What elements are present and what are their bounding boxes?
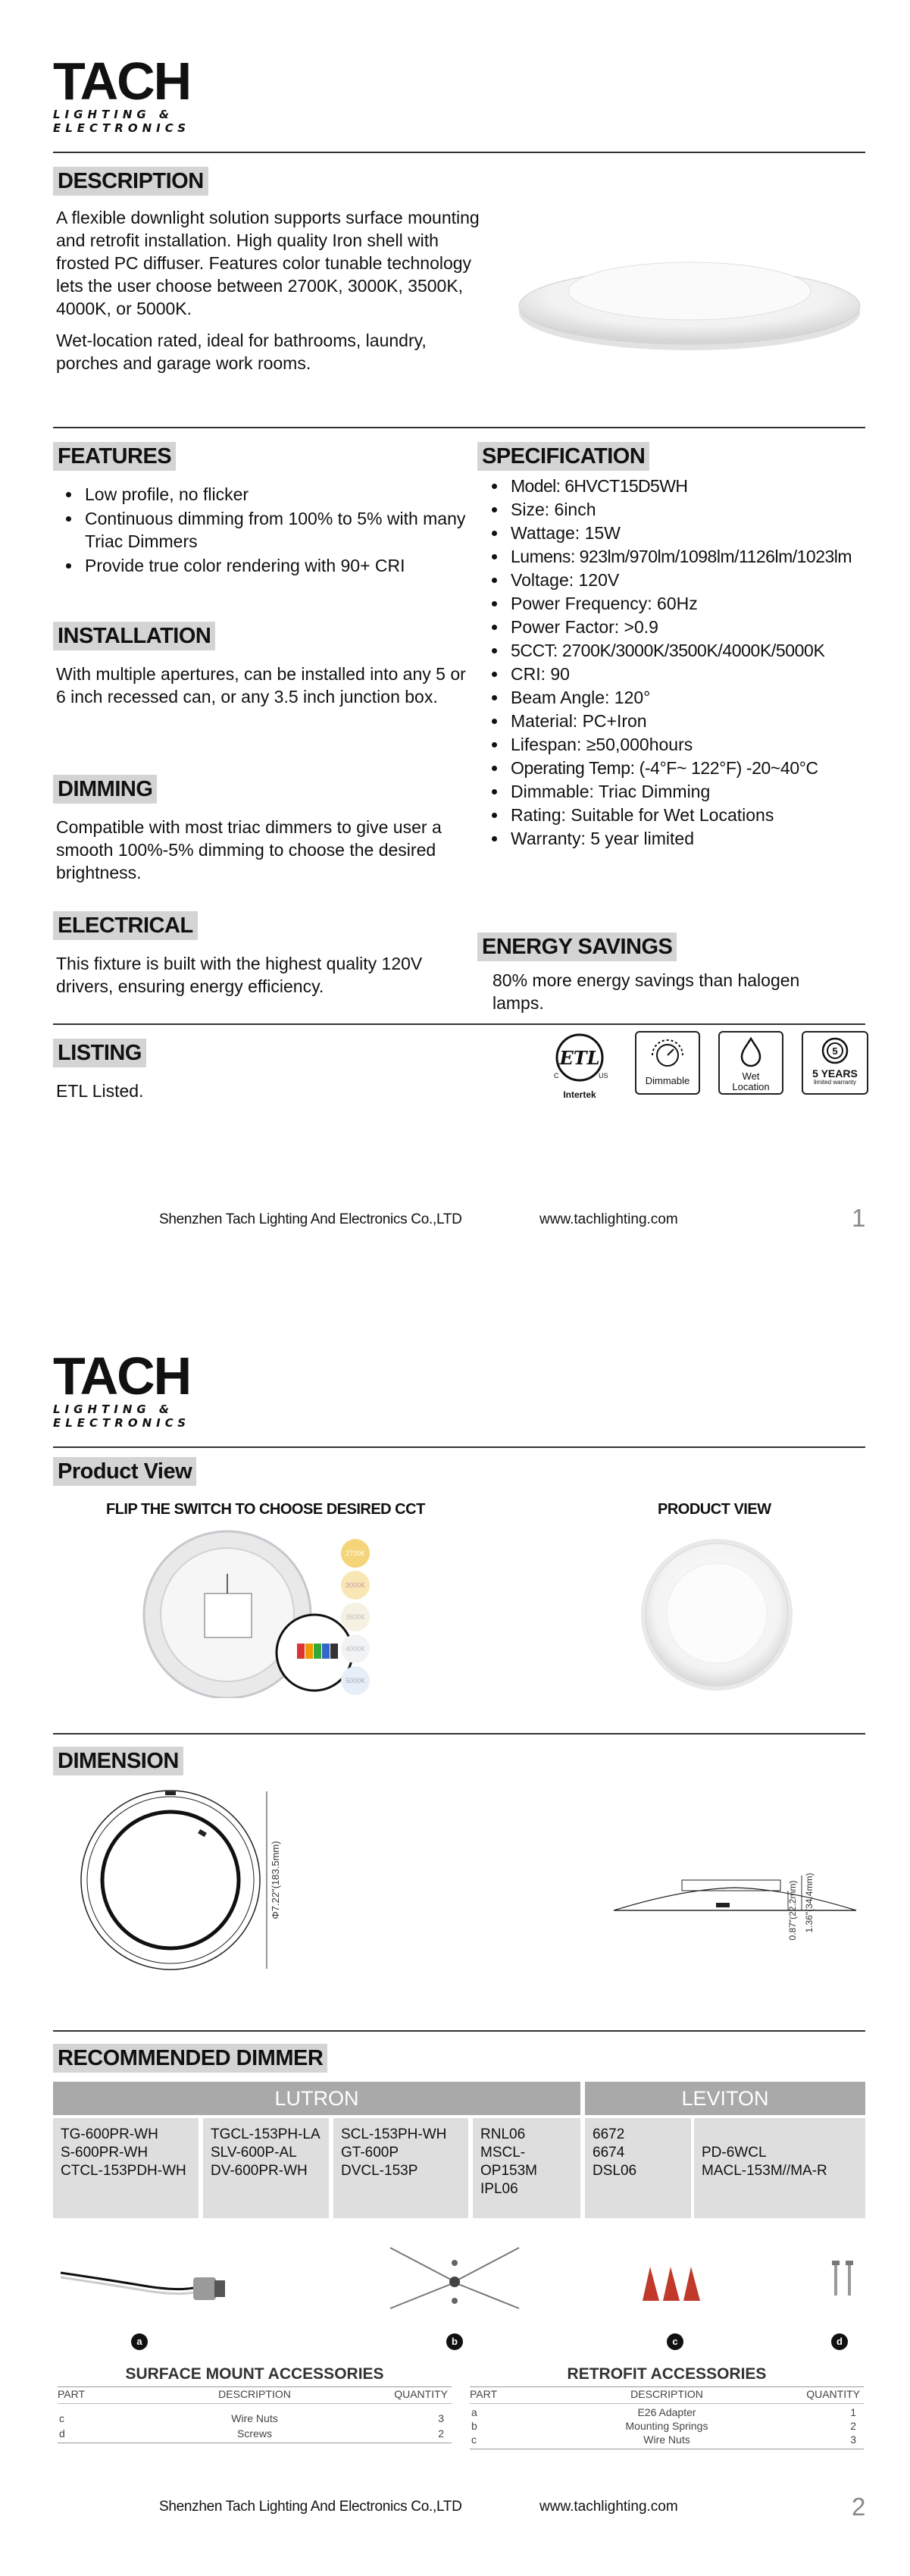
installation-heading: INSTALLATION xyxy=(53,622,215,650)
col-header-quantity: QUANTITY xyxy=(806,2388,860,2400)
table-cell: 2 xyxy=(850,2420,856,2432)
spec-item: • Beam Angle: 120° xyxy=(508,687,902,709)
lutron-header: LUTRON xyxy=(53,2082,580,2115)
page-number: 2 xyxy=(852,2493,866,2521)
dimmer-model: DVCL-153P xyxy=(341,2163,418,2179)
badge-d: d xyxy=(831,2333,848,2350)
section-divider xyxy=(53,1733,865,1735)
features-list xyxy=(53,483,491,578)
table-rule xyxy=(58,2386,452,2387)
dimming-heading: DIMMING xyxy=(53,775,157,804)
footer-company: Shenzhen Tach Lighting And Electronics Co.,LTD xyxy=(159,2499,462,2515)
spec-item: • Dimmable: Triac Dimming xyxy=(508,781,902,803)
intertek-label: Intertek xyxy=(563,1089,596,1100)
section-divider xyxy=(53,427,865,428)
warranty-shield-icon xyxy=(818,1036,852,1066)
badge-b: b xyxy=(446,2333,463,2350)
etl-c-text: C xyxy=(554,1072,559,1080)
product-front-image xyxy=(633,1531,800,1698)
brand-logo xyxy=(53,1346,191,1430)
cct-swatch-4000k: 4000K xyxy=(341,1634,370,1663)
dimmer-col-1 xyxy=(53,2118,199,2218)
footer-url[interactable]: www.tachlighting.com xyxy=(539,1211,678,1227)
etl-us-text: US xyxy=(599,1072,608,1080)
svg-text:5: 5 xyxy=(832,1045,838,1057)
table-cell: b xyxy=(471,2420,477,2432)
dimension-top-drawing xyxy=(76,1785,303,1975)
etl-mark-text: ETL xyxy=(559,1047,600,1069)
brand-logo xyxy=(53,52,191,135)
e26-adapter-image xyxy=(57,2258,231,2311)
leviton-header: LEVITON xyxy=(585,2082,865,2115)
dimmer-model: TGCL-153PH-LA xyxy=(211,2126,321,2142)
dimmer-model: MACL-153M//MA-R xyxy=(702,2163,827,2179)
brand-line1: LIGHTING & xyxy=(53,1402,174,1416)
specification-list xyxy=(479,475,902,851)
dimmer-model: 6672 xyxy=(593,2126,625,2142)
dimmable-badge xyxy=(635,1031,700,1095)
spec-item: • Operating Temp: (-4°F~ 122°F) -20~40°C xyxy=(508,757,902,779)
cct-swatch-3500k: 3500K xyxy=(341,1603,370,1631)
spec-item: • Size: 6inch xyxy=(508,499,902,521)
brand-mark: TACH xyxy=(53,52,191,111)
installation-text: With multiple apertures, can be installed into any 5 or 6 inch recessed can, or any 3.5 inch junction box. xyxy=(56,664,466,707)
dimmer-model: RNL06 xyxy=(480,2126,526,2142)
table-cell: Wire Nuts xyxy=(643,2433,690,2446)
dimmer-model: DSL06 xyxy=(593,2163,637,2179)
wet-location-badge xyxy=(718,1031,783,1095)
dimmer-model: PD-6WCL xyxy=(702,2145,767,2161)
badge-c: c xyxy=(667,2333,683,2350)
table-cell: 3 xyxy=(438,2412,444,2424)
cct-swatch-2700k: 2700K xyxy=(341,1539,370,1568)
surface-accessories-title: SURFACE MOUNT ACCESSORIES xyxy=(125,2365,384,2383)
features-heading: FEATURES xyxy=(53,442,176,471)
dimmer-model xyxy=(702,2126,858,2144)
spec-item: • Lumens: 923lm/970lm/1098lm/1126lm/1023lm xyxy=(508,546,902,568)
warranty-years: 5 YEARS xyxy=(812,1067,858,1080)
badge-a: a xyxy=(131,2333,148,2350)
dimmer-knob-icon xyxy=(645,1036,690,1073)
dimension-side-drawing xyxy=(606,1865,864,1948)
listing-heading: LISTING xyxy=(53,1039,146,1067)
specification-heading: SPECIFICATION xyxy=(477,442,649,471)
dimmer-model: TG-600PR-WH xyxy=(61,2126,158,2142)
spec-item: • Power Frequency: 60Hz xyxy=(508,593,902,615)
warranty-sub: limited warranty xyxy=(813,1079,856,1086)
diameter-label: Φ7.22"(183.5mm) xyxy=(270,1841,281,1919)
table-cell: 2 xyxy=(438,2427,444,2440)
feature-item: • Low profile, no flicker xyxy=(82,483,491,506)
spec-item: • Rating: Suitable for Wet Locations xyxy=(508,804,902,826)
listing-divider xyxy=(53,1023,865,1025)
spec-item: • Voltage: 120V xyxy=(508,569,902,591)
retrofit-accessories-title: RETROFIT ACCESSORIES xyxy=(567,2365,767,2383)
brand-line1: LIGHTING & xyxy=(53,108,174,121)
section-divider xyxy=(53,2030,865,2032)
table-rule xyxy=(470,2386,864,2387)
table-cell: Mounting Springs xyxy=(625,2420,708,2432)
description-text-2: Wet-location rated, ideal for bathrooms, laundry, porches and garage work rooms. xyxy=(56,331,427,373)
recommended-dimmer-heading: RECOMMENDED DIMMER xyxy=(53,2044,327,2073)
dimmer-model: SCL-153PH-WH xyxy=(341,2126,447,2142)
table-cell: d xyxy=(59,2427,65,2440)
cct-swatch-5000k: 5000K xyxy=(341,1666,370,1695)
page-2 xyxy=(0,1289,910,2576)
header-divider xyxy=(53,152,865,153)
spec-item: • 5CCT: 2700K/3000K/3500K/4000K/5000K xyxy=(508,640,902,662)
cct-swatch-column xyxy=(341,1539,386,1695)
description-heading: DESCRIPTION xyxy=(53,167,208,196)
spec-item: • CRI: 90 xyxy=(508,663,902,685)
dimmer-model: S-600PR-WH xyxy=(61,2145,149,2161)
page-number: 1 xyxy=(852,1204,866,1232)
table-cell: Wire Nuts xyxy=(231,2412,278,2424)
dimmer-col-5 xyxy=(585,2118,691,2218)
dimmer-model: SLV-600P-AL xyxy=(211,2145,297,2161)
spec-item: • Material: PC+Iron xyxy=(508,710,902,732)
dimmer-model: CTCL-153PDH-WH xyxy=(61,2163,186,2179)
col-header-description: DESCRIPTION xyxy=(630,2388,703,2400)
etl-icon xyxy=(552,1031,608,1084)
header-divider xyxy=(53,1446,865,1448)
listing-text: ETL Listed. xyxy=(56,1081,144,1101)
table-cell: E26 Adapter xyxy=(637,2406,696,2418)
electrical-heading: ELECTRICAL xyxy=(53,911,198,940)
table-cell: c xyxy=(59,2412,64,2424)
dimming-text: Compatible with most triac dimmers to give user a smooth 100%-5% dimming to choose the desired brightness. xyxy=(56,817,442,882)
description-text: A flexible downlight solution supports surface mounting and retrofit installation. High quality Iron shell with frosted PC diffuser. Features color tunable technology lets the user choose between 2700K, 3000K, 3500K, 4000K, or 5000K. xyxy=(56,208,480,318)
wet-label-1: Wet xyxy=(742,1070,760,1082)
table-cell: Screws xyxy=(237,2427,272,2440)
spec-item: • Power Factor: >0.9 xyxy=(508,616,902,638)
spec-item: • Warranty: 5 year limited xyxy=(508,828,902,850)
height2-label: 1.36"(34.4mm) xyxy=(804,1872,815,1933)
feature-item: • Provide true color rendering with 90+ CRI xyxy=(82,554,491,577)
brand-line2: ELECTRONICS xyxy=(53,121,191,135)
energy-savings-text: 80% more energy savings than halogen lamps. xyxy=(493,970,800,1013)
col-header-description: DESCRIPTION xyxy=(218,2388,291,2400)
dimmer-model: DV-600PR-WH xyxy=(211,2163,308,2179)
table-rule xyxy=(58,2403,452,2404)
downlight-product-image xyxy=(515,227,864,356)
wet-label-2: Location xyxy=(732,1081,770,1092)
spec-item: • Lifespan: ≥50,000hours xyxy=(508,734,902,756)
table-rule xyxy=(470,2403,864,2404)
footer-url[interactable]: www.tachlighting.com xyxy=(539,2499,678,2515)
dimmer-col-3 xyxy=(333,2118,468,2218)
water-drop-icon xyxy=(736,1036,766,1069)
table-cell: a xyxy=(471,2406,477,2418)
mounting-springs-image xyxy=(383,2240,527,2324)
electrical-text: This fixture is built with the highest quality 120V drivers, ensuring energy efficiency. xyxy=(56,954,423,996)
col-header-quantity: QUANTITY xyxy=(394,2388,448,2400)
feature-item: • Continuous dimming from 100% to 5% with many Triac Dimmers xyxy=(82,507,491,553)
dimmer-col-4 xyxy=(473,2118,580,2218)
wire-nuts-image xyxy=(636,2259,712,2305)
etl-listed-mark xyxy=(552,1031,608,1099)
dimmer-col-2 xyxy=(203,2118,329,2218)
col-header-part: PART xyxy=(470,2388,498,2400)
screws-image xyxy=(824,2258,862,2303)
footer-company: Shenzhen Tach Lighting And Electronics Co.,LTD xyxy=(159,1211,462,1227)
warranty-badge xyxy=(802,1031,868,1095)
cct-caption: FLIP THE SWITCH TO CHOOSE DESIRED CCT xyxy=(106,1501,425,1518)
dimmer-model: MSCL-OP153M xyxy=(480,2145,537,2179)
energy-savings-heading: ENERGY SAVINGS xyxy=(477,932,677,961)
spec-item: • Wattage: 15W xyxy=(508,522,902,544)
dimension-heading: DIMENSION xyxy=(53,1747,183,1775)
brand-line2: ELECTRONICS xyxy=(53,1416,191,1430)
dimmer-col-6 xyxy=(694,2118,865,2218)
table-cell: 3 xyxy=(850,2433,856,2446)
product-view-caption: PRODUCT VIEW xyxy=(658,1501,771,1518)
height1-label: 0.87"(22.2mm) xyxy=(787,1880,798,1941)
cct-swatch-3000k: 3000K xyxy=(341,1571,370,1600)
dimmer-model: 6674 xyxy=(593,2145,625,2161)
brand-mark: TACH xyxy=(53,1346,191,1406)
spec-item: • Model: 6HVCT15D5WH xyxy=(508,475,902,497)
table-cell: 1 xyxy=(850,2406,856,2418)
table-cell: c xyxy=(471,2433,477,2446)
dimmer-model: IPL06 xyxy=(480,2181,518,2197)
dimmable-label: Dimmable xyxy=(645,1075,690,1086)
product-view-heading: Product View xyxy=(53,1457,196,1486)
col-header-part: PART xyxy=(58,2388,86,2400)
dimmer-model: GT-600P xyxy=(341,2145,399,2161)
